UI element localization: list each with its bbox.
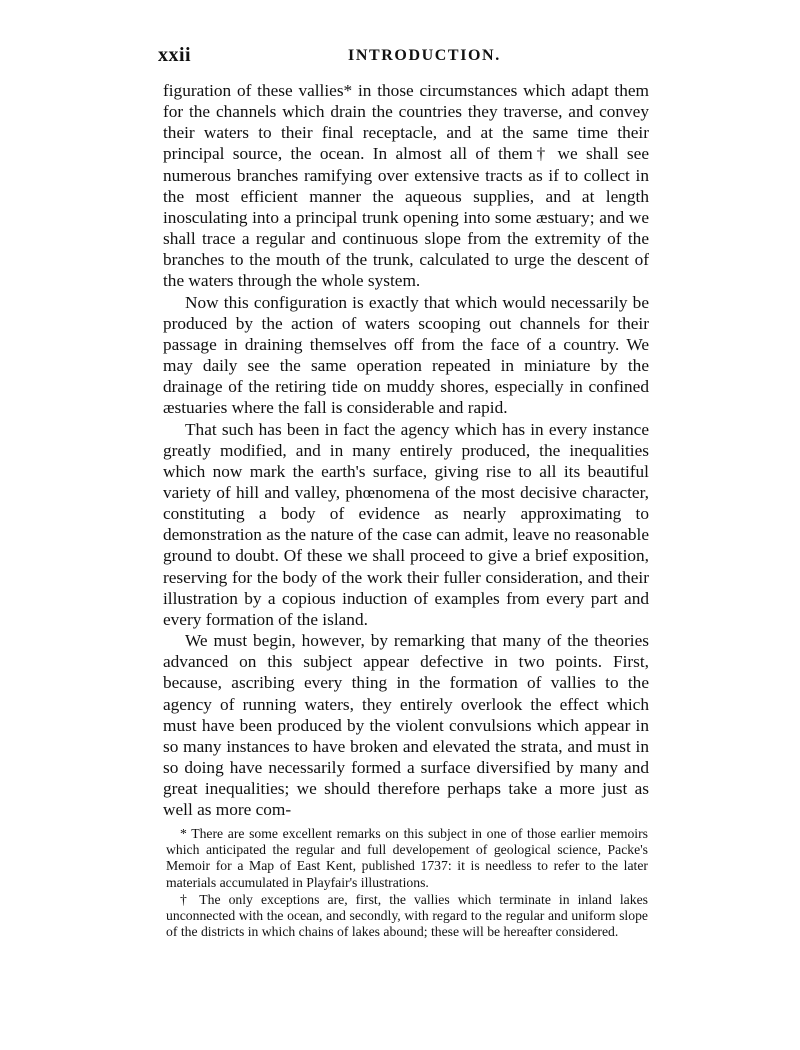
body-paragraph: figuration of these vallies* in those circumstances which adapt them for the channels which drain the countries they traverse, and convey their waters to their final receptacle, and at the same time their principal source, the ocean. In almost all of them† we shall see numerous branches ramifying over extensive tracts as if to collect in the most efficient manner the aqueous supplies, and at length inosculating into a principal trunk opening into some æstuary; and we shall trace a regular and continuous slope from the extremity of the branches to the mouth of the trunk, calculated to urge the descent of the waters through the whole system. [163,81,649,291]
footnotes [166,826,648,940]
footnote-dagger: † The only exceptions are, first, the vallies which terminate in inland lakes unconnected with the ocean, and secondly, with regard to the regular and uniform slope of the districts in which chains of lakes abound; these will be hereafter considered. [166,891,648,940]
body-paragraph: Now this configuration is exactly that which would necessarily be produced by the action of waters scooping out channels for their passage in draining themselves off from the face of a country. We may daily see the same operation repeated in miniature by the drainage of the retiring tide on muddy shores, especially in confined æstuaries where the fall is considerable and rapid. [163,292,649,418]
body-text [163,80,649,820]
page-number: xxii [158,44,192,66]
footnote-asterisk: * There are some excellent remarks on this subject in one of those earlier memoirs which anticipated the regular and full developement of geological science, Packe's Memoir for a Map of East Kent, published 1737: it is needless to refer to the later materials accumulated in Playfair's illustrations. [166,826,648,890]
running-head [158,44,648,68]
body-paragraph: We must begin, however, by remarking that many of the theories advanced on this subject appear defective in two points. First, because, ascribing every thing in the formation of vallies to the agency of running waters, they entirely overlook the effect which must have been produced by the violent convulsions which appear in so many instances to have broken and elevated the strata, and must in so doing have necessarily formed a surface diversified by many and great inequalities; we should therefore perhaps take a more just as well as more com- [163,631,649,820]
body-paragraph: That such has been in fact the agency which has in every instance greatly modified, and in many entirely produced, the inequalities which now mark the earth's surface, giving rise to all its beautiful variety of hill and valley, phœnomena of the most decisive character, constituting a body of evidence as nearly approximating to demonstration as the nature of the case can admit, leave no reasonable ground to doubt. Of these we shall proceed to give a brief exposition, reserving for the body of the work their fuller consideration, and their illustration by a copious induction of examples from every part and every formation of the island. [163,419,649,629]
running-title: INTRODUCTION. [348,47,501,64]
